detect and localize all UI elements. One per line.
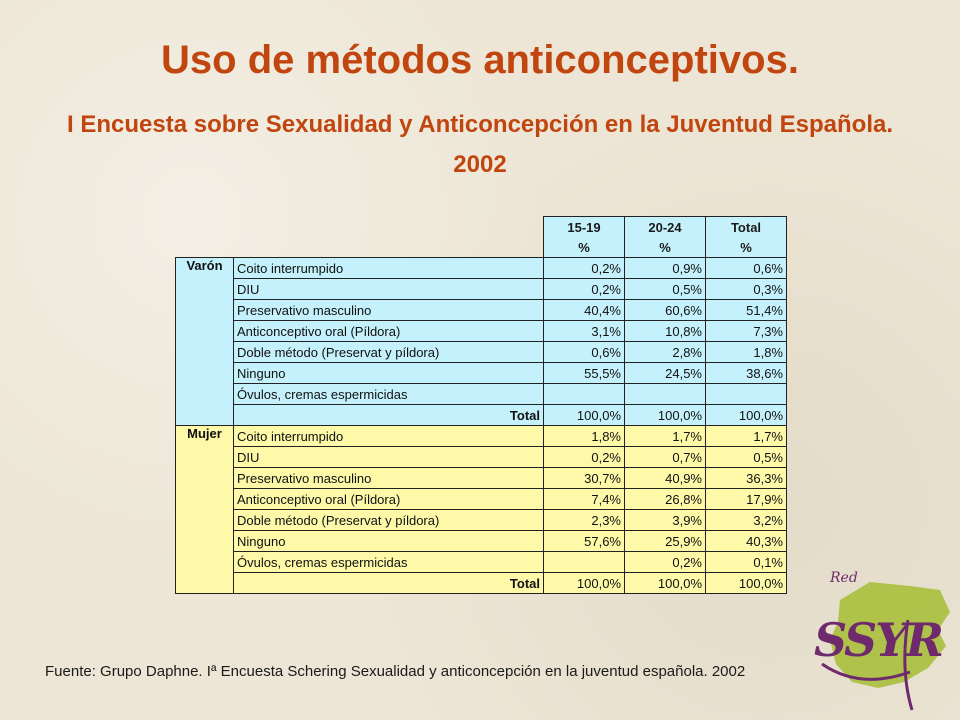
- red-ssyr-logo: [800, 560, 960, 720]
- value-cell: 40,9%: [625, 468, 706, 489]
- table-row: [176, 321, 787, 342]
- table-row: [176, 468, 787, 489]
- header-blank: [234, 237, 544, 258]
- value-cell: 30,7%: [544, 468, 625, 489]
- method-cell: Óvulos, cremas espermicidas: [234, 552, 544, 573]
- value-cell: 1,7%: [625, 426, 706, 447]
- value-cell: 2,8%: [625, 342, 706, 363]
- total-row: [176, 405, 787, 426]
- value-cell: 57,6%: [544, 531, 625, 552]
- method-cell: Doble método (Preservat y píldora): [234, 510, 544, 531]
- value-cell: 10,8%: [625, 321, 706, 342]
- value-cell: 60,6%: [625, 300, 706, 321]
- value-cell: 0,3%: [706, 279, 787, 300]
- method-cell: Ninguno: [234, 363, 544, 384]
- table-row: [176, 384, 787, 405]
- logo-small-text: Red: [830, 570, 858, 586]
- total-row: [176, 573, 787, 594]
- contraception-table: [175, 216, 787, 594]
- table-row: [176, 279, 787, 300]
- logo-main-text: SSYR: [814, 613, 944, 667]
- header-blank: [234, 217, 544, 238]
- method-cell: Ninguno: [234, 531, 544, 552]
- value-cell: 0,1%: [706, 552, 787, 573]
- column-header-range: 15-19: [544, 217, 625, 238]
- value-cell: 0,2%: [544, 258, 625, 279]
- method-cell: Doble método (Preservat y píldora): [234, 342, 544, 363]
- value-cell: 40,4%: [544, 300, 625, 321]
- total-value-cell: 100,0%: [625, 573, 706, 594]
- method-cell: Anticonceptivo oral (Píldora): [234, 321, 544, 342]
- total-value-cell: 100,0%: [706, 573, 787, 594]
- value-cell: 1,7%: [706, 426, 787, 447]
- value-cell: 0,2%: [625, 552, 706, 573]
- value-cell: 0,5%: [625, 279, 706, 300]
- value-cell: 17,9%: [706, 489, 787, 510]
- method-cell: Preservativo masculino: [234, 468, 544, 489]
- table-row: [176, 342, 787, 363]
- method-cell: DIU: [234, 447, 544, 468]
- value-cell: 0,6%: [544, 342, 625, 363]
- page-subtitle: I Encuesta sobre Sexualidad y Anticoncepción en la Juventud Española. 2002: [67, 111, 893, 178]
- value-cell: 0,9%: [625, 258, 706, 279]
- header-blank: [176, 217, 234, 238]
- group-label: Varón: [176, 258, 234, 426]
- total-value-cell: 100,0%: [544, 405, 625, 426]
- method-cell: Coito interrumpido: [234, 426, 544, 447]
- value-cell: 0,5%: [706, 447, 787, 468]
- value-cell: 25,9%: [625, 531, 706, 552]
- value-cell: 1,8%: [544, 426, 625, 447]
- value-cell: 0,2%: [544, 447, 625, 468]
- value-cell: 51,4%: [706, 300, 787, 321]
- value-cell: 24,5%: [625, 363, 706, 384]
- column-header-unit: %: [544, 237, 625, 258]
- page-title: Uso de métodos anticonceptivos.: [161, 38, 799, 82]
- table-row: [176, 426, 787, 447]
- column-header-range: 20-24: [625, 217, 706, 238]
- value-cell: 38,6%: [706, 363, 787, 384]
- table-row: [176, 510, 787, 531]
- value-cell: 26,8%: [625, 489, 706, 510]
- table-row: [176, 258, 787, 279]
- total-value-cell: 100,0%: [706, 405, 787, 426]
- column-header-unit: %: [706, 237, 787, 258]
- table-row: [176, 552, 787, 573]
- total-label: Total: [234, 405, 544, 426]
- total-label: Total: [234, 573, 544, 594]
- method-cell: Óvulos, cremas espermicidas: [234, 384, 544, 405]
- value-cell: [544, 384, 625, 405]
- header-row-units: [176, 237, 787, 258]
- value-cell: [544, 552, 625, 573]
- group-label: Mujer: [176, 426, 234, 594]
- total-value-cell: 100,0%: [625, 405, 706, 426]
- value-cell: 2,3%: [544, 510, 625, 531]
- method-cell: Anticonceptivo oral (Píldora): [234, 489, 544, 510]
- value-cell: 0,7%: [625, 447, 706, 468]
- column-header-range: Total: [706, 217, 787, 238]
- table-row: [176, 531, 787, 552]
- method-cell: Preservativo masculino: [234, 300, 544, 321]
- method-cell: Coito interrumpido: [234, 258, 544, 279]
- value-cell: 3,1%: [544, 321, 625, 342]
- value-cell: 7,3%: [706, 321, 787, 342]
- column-header-unit: %: [625, 237, 706, 258]
- value-cell: 55,5%: [544, 363, 625, 384]
- value-cell: 0,6%: [706, 258, 787, 279]
- value-cell: 3,9%: [625, 510, 706, 531]
- header-row-ranges: [176, 217, 787, 238]
- total-value-cell: 100,0%: [544, 573, 625, 594]
- value-cell: [625, 384, 706, 405]
- value-cell: 7,4%: [544, 489, 625, 510]
- table-row: [176, 447, 787, 468]
- value-cell: 3,2%: [706, 510, 787, 531]
- header-blank: [176, 237, 234, 258]
- value-cell: 40,3%: [706, 531, 787, 552]
- value-cell: 0,2%: [544, 279, 625, 300]
- table-row: [176, 300, 787, 321]
- value-cell: [706, 384, 787, 405]
- source-note: Fuente: Grupo Daphne. Iª Encuesta Schering Sexualidad y anticoncepción en la juventud española. 2002: [45, 663, 746, 680]
- value-cell: 36,3%: [706, 468, 787, 489]
- value-cell: 1,8%: [706, 342, 787, 363]
- table-row: [176, 489, 787, 510]
- method-cell: DIU: [234, 279, 544, 300]
- table-row: [176, 363, 787, 384]
